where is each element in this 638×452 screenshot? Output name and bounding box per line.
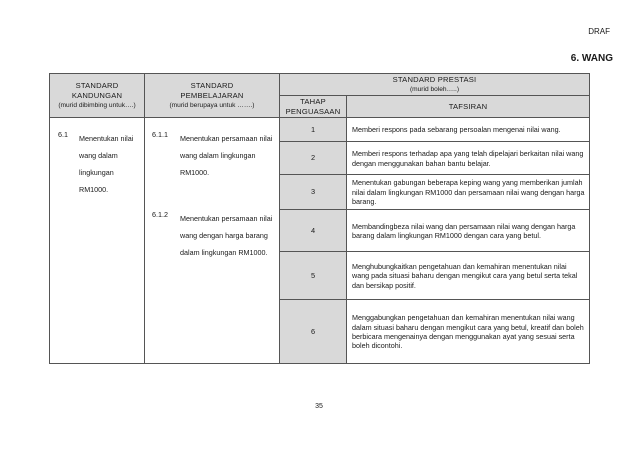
level-cell: 5 xyxy=(280,252,347,300)
level-description: Menggabungkan pengetahuan dan kemahiran menentukan nilai wang dalam situasi baharu dengan mengikut cara yang betul, kreatif dan boleh berbicara mengenainya dengan menggunakan ayat yang sesuai serta boleh dicontohi. xyxy=(347,300,590,364)
header-standard-kandungan: STANDARD KANDUNGAN (murid dibimbing untuk….) xyxy=(50,74,145,118)
kandungan-number: 6.1 xyxy=(58,130,68,139)
kandungan-text: Menentukan nilai wang dalam lingkungan RM1000. xyxy=(79,134,134,194)
level-cell: 6 xyxy=(280,300,347,364)
section-title: 6. WANG xyxy=(570,53,613,64)
header-standard-pembelajaran: STANDARD PEMBELAJARAN (murid berupaya untuk …….) xyxy=(145,74,280,118)
header-standard-prestasi: STANDARD PRESTASI (murid boleh…..) xyxy=(280,74,590,96)
standard-kandungan-cell xyxy=(50,118,145,364)
level-description: Membandingbeza nilai wang dan persamaan nilai wang dengan harga barang dalam lingkungan RM1000 dengan cara yang betul. xyxy=(347,210,590,252)
level-description: Menentukan gabungan beberapa keping wang yang memberikan jumlah nilai dalam lingkungan RM1000 dan persamaan nilai wang dengan harga barang. xyxy=(347,175,590,210)
draft-label: DRAF xyxy=(588,27,610,36)
standard-pembelajaran-cell: 6.1.1 Menentukan persamaan nilai wang dalam lingkungan RM1000. 6.1.2 Menentukan persamaan nilai wang dengan harga barang dalam lingkungan RM1000. xyxy=(145,118,280,364)
header-tafsiran: TAFSIRAN xyxy=(347,96,590,118)
level-cell: 4 xyxy=(280,210,347,252)
level-cell: 2 xyxy=(280,142,347,175)
header-tahap-penguasaan: TAHAP PENGUASAAN xyxy=(280,96,347,118)
level-cell: 3 xyxy=(280,175,347,210)
standards-table xyxy=(49,73,590,364)
page-number: 35 xyxy=(315,403,323,410)
level-description: Menghubungkaitkan pengetahuan dan kemahiran menentukan nilai wang pada situasi baharu dengan mengikut cara yang betul serta tekal dan bersikap positif. xyxy=(347,252,590,300)
level-description: Memberi respons terhadap apa yang telah dipelajari berkaitan nilai wang dengan menggunakan bahan bantu belajar. xyxy=(347,142,590,175)
level-cell: 1 xyxy=(280,118,347,142)
level-description: Memberi respons pada sebarang persoalan mengenai nilai wang. xyxy=(347,118,590,142)
